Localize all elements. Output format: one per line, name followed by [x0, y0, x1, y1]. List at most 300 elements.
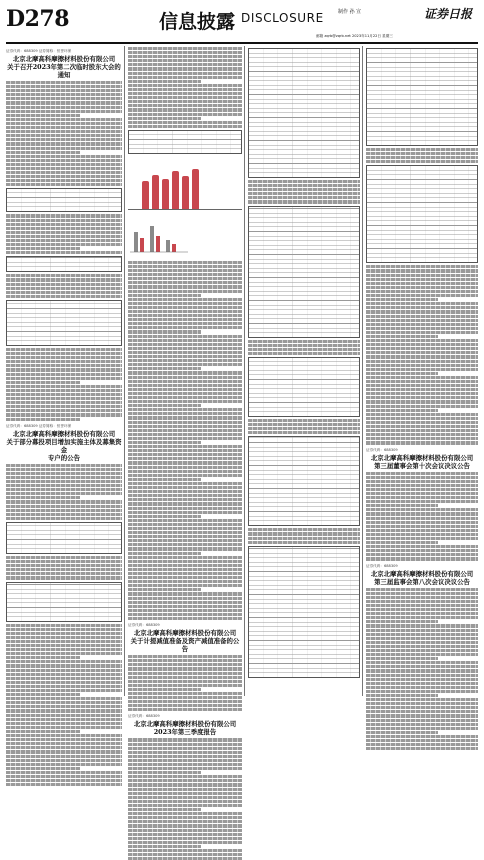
data-table — [6, 300, 122, 346]
text-line — [366, 488, 478, 491]
article-header — [128, 623, 242, 653]
text-line — [248, 352, 360, 355]
text-line — [128, 833, 242, 836]
text-line — [366, 714, 478, 717]
text-line — [248, 528, 360, 531]
text-line — [128, 592, 242, 595]
text-line — [6, 142, 122, 145]
text-line — [128, 659, 242, 662]
text-line — [6, 750, 122, 753]
text-line — [6, 348, 122, 351]
body-text — [128, 47, 242, 128]
text-line — [128, 404, 201, 407]
text-line — [366, 686, 478, 689]
text-line — [128, 588, 201, 591]
text-line — [128, 441, 201, 444]
text-line — [6, 681, 122, 684]
text-line — [366, 690, 478, 693]
text-line — [128, 96, 242, 99]
text-line — [128, 421, 242, 424]
text-line — [366, 476, 478, 479]
column-4 — [366, 46, 478, 696]
text-line — [128, 273, 242, 276]
text-line — [248, 532, 360, 535]
text-line — [128, 384, 242, 387]
text-line — [366, 657, 438, 660]
text-line — [128, 808, 201, 811]
text-line — [366, 735, 478, 738]
text-line — [128, 457, 242, 460]
text-line — [128, 527, 242, 530]
text-line — [6, 134, 122, 137]
article-kicker: 证券代码：688309 — [366, 447, 398, 452]
text-line — [366, 641, 478, 644]
text-line — [128, 478, 201, 481]
text-line — [366, 152, 478, 155]
text-line — [6, 484, 122, 487]
text-line — [6, 393, 122, 396]
text-line — [128, 88, 242, 91]
text-line — [366, 702, 478, 705]
text-line — [6, 179, 122, 182]
article-header — [366, 448, 478, 470]
text-line — [366, 592, 478, 595]
text-line — [6, 274, 122, 277]
text-line — [6, 81, 122, 84]
text-line — [128, 125, 242, 128]
text-line — [128, 580, 242, 583]
text-line — [366, 355, 478, 358]
text-line — [128, 343, 242, 346]
column-divider — [244, 46, 245, 696]
text-line — [128, 680, 242, 683]
text-line — [366, 302, 478, 305]
text-line — [128, 400, 242, 403]
text-line — [366, 278, 478, 281]
chart-bar — [172, 244, 176, 252]
text-line — [128, 609, 242, 612]
article-kicker: 证券代码：688309 — [366, 563, 398, 568]
text-line — [366, 525, 478, 528]
text-line — [128, 613, 242, 616]
text-line — [6, 468, 122, 471]
text-line — [6, 287, 122, 290]
text-line — [128, 564, 242, 567]
text-line — [6, 464, 122, 467]
text-line — [6, 163, 122, 166]
text-line — [366, 368, 478, 371]
text-line — [128, 318, 242, 321]
text-line — [128, 849, 242, 852]
chart-bar — [162, 179, 169, 209]
text-line — [6, 247, 80, 250]
text-line — [128, 466, 242, 469]
chart-bar — [142, 181, 149, 209]
text-line — [6, 130, 122, 133]
article-title: 北京北摩高科摩擦材料股份有限公司 第三届董事会第十次会议决议公告 — [370, 453, 474, 470]
text-line — [128, 84, 242, 87]
text-line — [6, 693, 80, 696]
text-line — [6, 714, 122, 717]
text-line — [6, 183, 122, 186]
text-line — [366, 723, 478, 726]
text-line — [366, 484, 478, 487]
text-line — [128, 314, 242, 317]
text-line — [6, 239, 122, 242]
text-line — [128, 498, 242, 501]
article-kicker: 证券代码：688309 — [128, 714, 160, 719]
text-line — [128, 277, 242, 280]
text-line — [366, 620, 438, 623]
text-line — [128, 684, 242, 687]
text-line — [366, 633, 478, 636]
text-line — [128, 67, 242, 70]
text-line — [248, 541, 360, 544]
editor-line: 制作 孙 宣 — [338, 9, 362, 15]
text-line — [128, 841, 242, 844]
text-line — [248, 188, 360, 191]
text-line — [6, 640, 122, 643]
text-line — [128, 425, 242, 428]
text-line — [366, 706, 478, 709]
text-line — [128, 655, 242, 658]
text-line — [128, 92, 242, 95]
text-line — [366, 674, 478, 677]
text-line — [6, 738, 122, 741]
text-line — [366, 533, 478, 536]
text-line — [128, 396, 242, 399]
text-line — [128, 290, 242, 293]
text-line — [128, 824, 242, 827]
text-line — [366, 376, 478, 379]
text-line — [366, 500, 478, 503]
text-line — [6, 624, 122, 627]
financial-table — [248, 357, 360, 417]
body-text — [128, 655, 242, 711]
text-line — [128, 560, 242, 563]
text-line — [6, 352, 122, 355]
text-line — [366, 739, 478, 742]
text-line — [128, 552, 201, 555]
text-line — [366, 409, 438, 412]
text-line — [128, 783, 242, 786]
text-line — [366, 405, 478, 408]
text-line — [128, 72, 242, 75]
text-line — [6, 114, 80, 117]
text-line — [366, 537, 478, 540]
text-line — [128, 408, 242, 411]
text-line — [128, 486, 242, 489]
text-line — [366, 492, 478, 495]
text-line — [128, 261, 242, 264]
text-line — [128, 845, 201, 848]
data-table — [6, 582, 122, 622]
text-line — [6, 709, 122, 712]
text-line — [366, 372, 438, 375]
text-line — [128, 597, 242, 600]
column-2 — [128, 46, 242, 737]
text-line — [6, 227, 122, 230]
newspaper-logo: 证券日报 — [424, 7, 473, 21]
text-line — [366, 629, 478, 632]
text-line — [6, 517, 122, 520]
text-line — [128, 535, 242, 538]
text-line — [128, 330, 201, 333]
text-line — [366, 731, 438, 734]
text-line — [128, 743, 242, 746]
text-line — [128, 507, 242, 510]
text-line — [6, 628, 122, 631]
text-line — [128, 285, 242, 288]
text-line — [366, 364, 478, 367]
text-line — [128, 310, 242, 313]
bar-chart-figure — [128, 157, 242, 215]
text-line — [366, 421, 478, 424]
text-line — [248, 344, 360, 347]
body-text — [6, 274, 122, 298]
text-line — [366, 160, 478, 163]
text-line — [6, 664, 122, 667]
column-3 — [248, 46, 360, 696]
text-line — [366, 557, 478, 560]
text-line — [6, 278, 122, 281]
text-line — [366, 298, 438, 301]
text-line — [6, 689, 122, 692]
chart-bar — [166, 240, 170, 252]
text-line — [366, 306, 478, 309]
text-line — [6, 223, 122, 226]
text-line — [128, 692, 242, 695]
contact-line: 邮箱 zqrb@zqrb.net 2023年11月22日 星期三 — [316, 34, 393, 38]
text-line — [366, 653, 478, 656]
text-line — [128, 696, 242, 699]
text-line — [128, 302, 242, 305]
text-line — [366, 549, 478, 552]
text-line — [6, 214, 122, 217]
text-line — [366, 323, 478, 326]
text-line — [6, 106, 122, 109]
text-line — [128, 376, 242, 379]
text-line — [128, 812, 242, 815]
text-line — [128, 363, 242, 366]
text-line — [366, 529, 478, 532]
text-line — [128, 676, 242, 679]
chart-bar — [150, 226, 154, 252]
text-line — [128, 672, 242, 675]
text-line — [6, 243, 122, 246]
text-line — [248, 423, 360, 426]
text-line — [6, 389, 122, 392]
text-line — [128, 700, 242, 703]
text-line — [6, 726, 122, 729]
text-line — [6, 126, 122, 129]
text-line — [128, 738, 242, 741]
text-line — [366, 743, 478, 746]
column-1 — [6, 46, 122, 696]
body-text — [6, 348, 122, 421]
text-line — [128, 269, 242, 272]
text-line — [128, 104, 242, 107]
text-line — [6, 101, 122, 104]
text-line — [366, 682, 478, 685]
text-line — [6, 401, 122, 404]
text-line — [366, 360, 478, 363]
text-line — [128, 306, 242, 309]
text-line — [128, 76, 242, 79]
text-line — [6, 568, 122, 571]
article-header — [128, 714, 242, 736]
text-line — [128, 763, 242, 766]
text-line — [6, 730, 80, 733]
body-text — [6, 464, 122, 520]
section-title: 信息披露 — [159, 11, 236, 33]
text-line — [128, 113, 242, 116]
text-line — [6, 742, 122, 745]
text-line — [6, 235, 122, 238]
text-line — [6, 564, 122, 567]
text-line — [6, 291, 122, 294]
text-line — [6, 509, 122, 512]
body-text — [248, 340, 360, 355]
text-line — [128, 494, 242, 497]
text-line — [128, 47, 242, 50]
body-text — [128, 738, 242, 860]
body-text — [366, 265, 478, 444]
text-line — [128, 326, 242, 329]
text-line — [128, 335, 242, 338]
text-line — [366, 269, 478, 272]
text-line — [128, 388, 242, 391]
text-line — [366, 553, 478, 556]
text-line — [128, 502, 242, 505]
text-line — [366, 588, 478, 591]
article-header — [6, 424, 122, 462]
text-line — [366, 400, 478, 403]
text-line — [128, 617, 242, 620]
text-line — [366, 351, 478, 354]
text-line — [248, 537, 360, 540]
text-line — [6, 360, 122, 363]
text-line — [366, 294, 478, 297]
data-table — [6, 522, 122, 554]
body-text — [248, 528, 360, 543]
text-line — [128, 474, 242, 477]
financial-table — [248, 206, 360, 338]
text-line — [128, 767, 242, 770]
body-text — [366, 588, 478, 751]
body-text — [248, 419, 360, 434]
text-line — [128, 771, 201, 774]
text-line — [128, 367, 201, 370]
text-line — [6, 513, 122, 516]
chart-bar — [152, 175, 159, 209]
text-line — [366, 433, 478, 436]
text-line — [128, 523, 242, 526]
text-line — [366, 286, 478, 289]
body-text — [6, 556, 122, 580]
page-number: D278 — [6, 6, 70, 32]
text-line — [128, 519, 242, 522]
text-line — [6, 644, 122, 647]
text-line — [128, 117, 201, 120]
text-line — [366, 698, 478, 701]
text-line — [366, 339, 478, 342]
data-table — [6, 256, 122, 272]
text-line — [6, 775, 122, 778]
chart-bar — [156, 236, 160, 252]
text-line — [6, 576, 122, 579]
section-title-english: DISCLOSURE — [241, 11, 324, 25]
text-line — [128, 853, 242, 856]
article-kicker: 证券代码：688309 — [128, 623, 160, 628]
text-line — [128, 804, 242, 807]
text-line — [128, 380, 242, 383]
text-line — [128, 688, 201, 691]
text-line — [366, 335, 438, 338]
column-divider — [124, 46, 125, 696]
article-kicker: 证券代码：688309 证券简称：恒誉环保 — [6, 423, 72, 428]
text-line — [6, 500, 122, 503]
text-line — [128, 445, 242, 448]
text-line — [6, 656, 80, 659]
text-line — [128, 800, 242, 803]
text-line — [6, 151, 80, 154]
text-line — [366, 645, 478, 648]
text-line — [6, 556, 122, 559]
column-divider — [362, 46, 363, 696]
text-line — [128, 779, 242, 782]
text-line — [366, 649, 478, 652]
text-line — [128, 453, 242, 456]
text-line — [366, 156, 478, 159]
text-line — [366, 600, 478, 603]
text-line — [248, 184, 360, 187]
financial-table — [248, 436, 360, 526]
text-line — [366, 541, 438, 544]
text-line — [128, 788, 242, 791]
text-line — [366, 637, 478, 640]
text-line — [366, 429, 478, 432]
text-line — [128, 59, 242, 62]
text-line — [248, 180, 360, 183]
chart-bar — [134, 232, 138, 252]
text-line — [366, 441, 478, 444]
text-line — [6, 669, 122, 672]
text-line — [6, 632, 122, 635]
body-text — [248, 180, 360, 204]
text-line — [6, 505, 122, 508]
text-line — [366, 612, 478, 615]
text-line — [366, 596, 478, 599]
text-line — [128, 704, 242, 707]
text-line — [6, 476, 122, 479]
text-line — [6, 685, 122, 688]
page-header — [0, 0, 484, 40]
text-line — [366, 148, 478, 151]
text-line — [128, 392, 242, 395]
text-line — [6, 295, 122, 298]
text-line — [6, 364, 122, 367]
text-line — [128, 433, 242, 436]
text-line — [6, 771, 122, 774]
article-header — [6, 49, 122, 79]
text-line — [6, 652, 122, 655]
text-line — [128, 470, 242, 473]
text-line — [128, 543, 242, 546]
text-line — [6, 572, 122, 575]
text-line — [6, 480, 122, 483]
data-table — [6, 188, 122, 212]
